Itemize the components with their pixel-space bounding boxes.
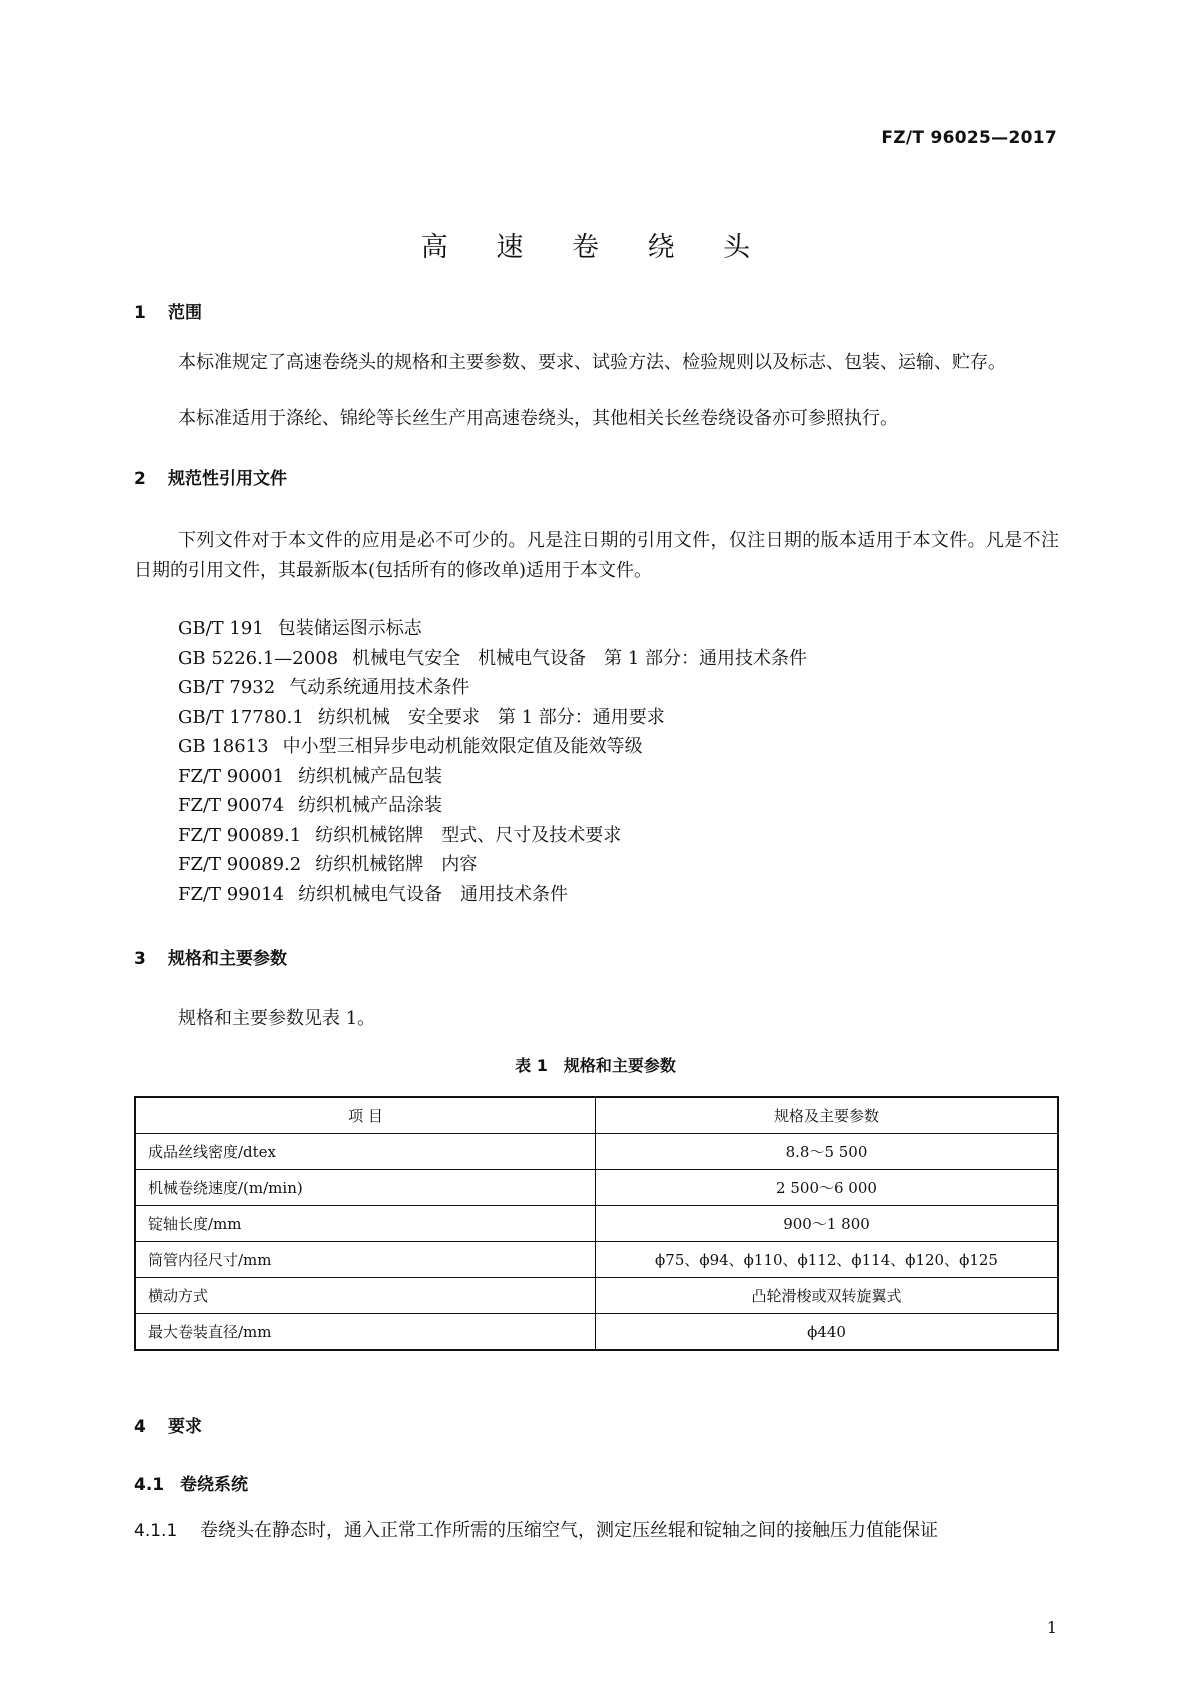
reference-item: GB/T 17780.1 纺织机械 安全要求 第 1 部分：通用要求 bbox=[178, 706, 665, 728]
spec-table bbox=[134, 1096, 1059, 1351]
section-1-paragraph-1: 本标准规定了高速卷绕头的规格和主要参数、要求、试验方法、检验规则以及标志、包装、运输、贮存。 bbox=[178, 352, 1006, 373]
table-header-cell: 项 目 bbox=[135, 1097, 596, 1134]
table-row bbox=[135, 1170, 1058, 1206]
reference-item: FZ/T 90089.1 纺织机械铭牌 型式、尺寸及技术要求 bbox=[178, 824, 622, 846]
section-2-heading bbox=[134, 464, 287, 489]
table-cell: 横动方式 bbox=[135, 1278, 596, 1314]
section-number: 4 bbox=[134, 1417, 146, 1437]
section-1-heading bbox=[134, 298, 202, 323]
section-number: 1 bbox=[134, 303, 146, 323]
section-title: 规格和主要参数 bbox=[168, 949, 287, 969]
table-cell: ϕ440 bbox=[596, 1314, 1059, 1351]
reference-item: FZ/T 90074 纺织机械产品涂装 bbox=[178, 795, 443, 816]
table-row bbox=[135, 1242, 1058, 1278]
section-1-paragraph-2: 本标准适用于涤纶、锦纶等长丝生产用高速卷绕头，其他相关长丝卷绕设备亦可参照执行。 bbox=[178, 408, 898, 429]
section-title: 范围 bbox=[168, 303, 202, 323]
table-cell: ϕ75、ϕ94、ϕ110、ϕ112、ϕ114、ϕ120、ϕ125 bbox=[596, 1242, 1059, 1278]
reference-item: GB/T 191 包装储运图示标志 bbox=[178, 618, 422, 639]
table-cell: 锭轴长度/mm bbox=[135, 1206, 596, 1242]
section-4-heading bbox=[134, 1412, 202, 1437]
table-row bbox=[135, 1278, 1058, 1314]
table-cell: 2 500～6 000 bbox=[596, 1170, 1059, 1206]
standard-code: FZ/T 96025—2017 bbox=[881, 128, 1057, 148]
reference-item: GB 18613 中小型三相异步电动机能效限定值及能效等级 bbox=[178, 736, 643, 757]
table-cell: 8.8～5 500 bbox=[596, 1134, 1059, 1170]
table-row bbox=[135, 1134, 1058, 1170]
table-cell: 成品丝线密度/dtex bbox=[135, 1134, 596, 1170]
normative-reference-list bbox=[178, 614, 807, 909]
document-title: 高 速 卷 绕 头 bbox=[420, 232, 771, 263]
section-number: 2 bbox=[134, 469, 146, 489]
section-title: 要求 bbox=[168, 1417, 202, 1437]
table-row bbox=[135, 1314, 1058, 1351]
reference-item: FZ/T 90089.2 纺织机械铭牌 内容 bbox=[178, 854, 478, 875]
table-row bbox=[135, 1206, 1058, 1242]
section-4-1-1-paragraph: 4.1.1 卷绕头在静态时，通入正常工作所需的压缩空气，测定压丝辊和锭轴之间的接触压力值能保证 bbox=[134, 1516, 1059, 1546]
table-cell: 900～1 800 bbox=[596, 1206, 1059, 1242]
table-cell: 凸轮滑梭或双转旋翼式 bbox=[596, 1278, 1059, 1314]
page-number: 1 bbox=[1046, 1618, 1057, 1637]
reference-item: GB/T 7932 气动系统通用技术条件 bbox=[178, 677, 470, 698]
section-2-intro: 下列文件对于本文件的应用是必不可少的。凡是注日期的引用文件，仅注日期的版本适用于本文件。凡是不注日期的引用文件，其最新版本(包括所有的修改单)适用于本文件。 bbox=[134, 530, 1059, 581]
table-caption: 表 1 规格和主要参数 bbox=[515, 1056, 676, 1075]
section-4-1-heading bbox=[134, 1470, 248, 1495]
table-header-row bbox=[135, 1097, 1058, 1134]
section-number: 4.1.1 bbox=[134, 1521, 178, 1541]
reference-item: FZ/T 99014 纺织机械电气设备 通用技术条件 bbox=[178, 883, 569, 905]
table-cell: 机械卷绕速度/(m/min) bbox=[135, 1170, 596, 1206]
section-number: 3 bbox=[134, 949, 146, 969]
section-title: 卷绕系统 bbox=[180, 1475, 248, 1495]
table-header-cell: 规格及主要参数 bbox=[596, 1097, 1059, 1134]
reference-item: FZ/T 90001 纺织机械产品包装 bbox=[178, 765, 443, 787]
section-3-paragraph: 规格和主要参数见表 1。 bbox=[178, 1008, 376, 1029]
reference-item: GB 5226.1—2008 机械电气安全 机械电气设备 第 1 部分：通用技术条件 bbox=[178, 647, 808, 669]
section-3-heading bbox=[134, 944, 287, 969]
section-number: 4.1 bbox=[134, 1475, 165, 1495]
section-title: 规范性引用文件 bbox=[168, 469, 287, 489]
table-cell: 最大卷装直径/mm bbox=[135, 1314, 596, 1351]
table-cell: 筒管内径尺寸/mm bbox=[135, 1242, 596, 1278]
